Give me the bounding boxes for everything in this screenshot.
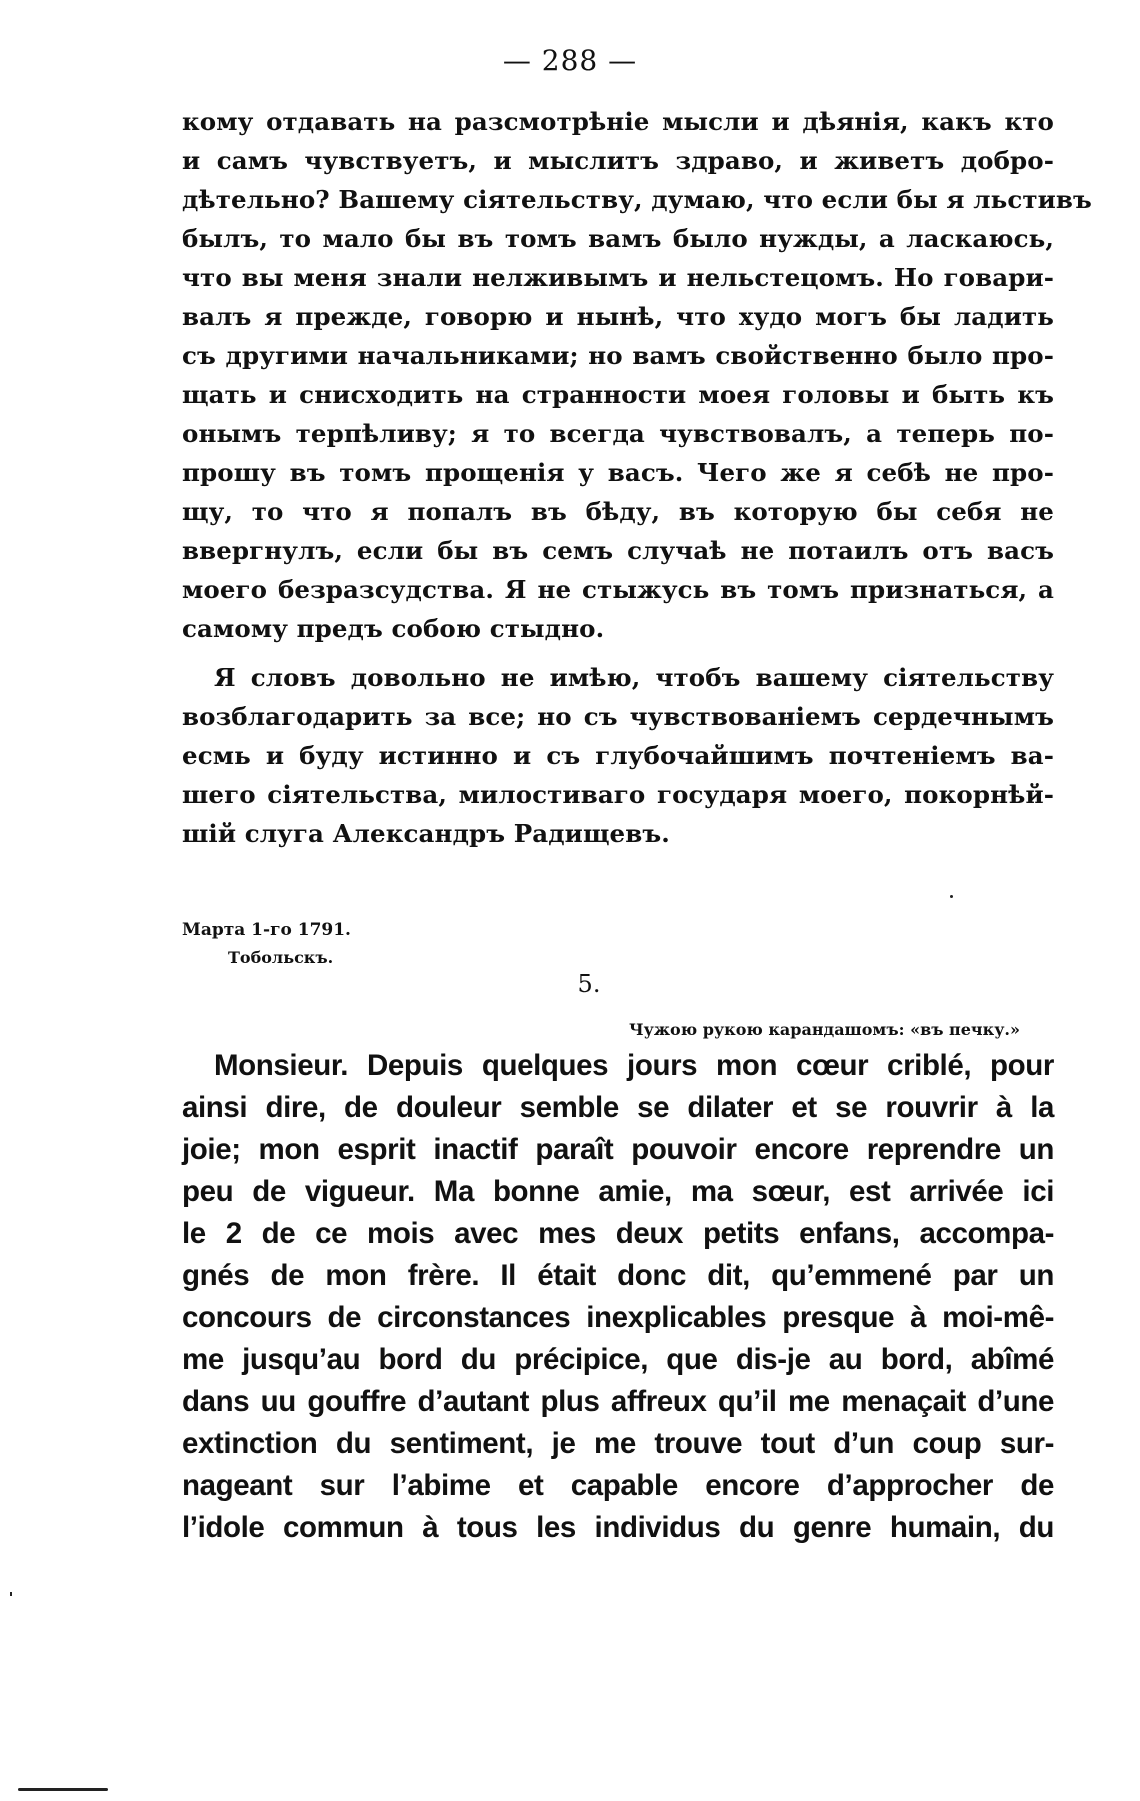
ink-speck xyxy=(10,1592,12,1596)
text-line: шій слуга Александръ Радищевъ. xyxy=(182,819,670,848)
text-line: l’idole commun à tous les individus du genre humain, du xyxy=(182,1511,1054,1544)
text-line: былъ, то мало бы въ томъ вамъ было нужды, а ласкаюсь, xyxy=(182,224,1054,253)
text-line: моего безразсудства. Я не стыжусь въ томъ признаться, а xyxy=(182,575,1054,604)
text-line: самому предъ собою стыдно. xyxy=(182,614,605,643)
text-line: gnés de mon frère. Il était donc dit, qu’emmené par un xyxy=(182,1259,1054,1292)
text-line: Monsieur. Depuis quelques jours mon cœur criblé, pour xyxy=(214,1049,1054,1082)
text-line: щать и снисходить на странности моея головы и быть къ xyxy=(182,380,1054,409)
text-line: дѣтельно? Вашему сіятельству, думаю, что если бы я льстивъ xyxy=(182,185,1092,214)
text-line: le 2 de ce mois avec mes deux petits enfans, accompa- xyxy=(182,1217,1054,1250)
text-line: joie; mon esprit inactif paraît pouvoir encore reprendre un xyxy=(182,1133,1054,1166)
margin-note: Чужою рукою карандашомъ: «въ печку.» xyxy=(629,1020,1020,1039)
letter-place: Тобольскъ. xyxy=(228,948,334,967)
text-line: кому отдавать на разсмотрѣніе мысли и дѣянія, какъ кто xyxy=(182,107,1054,136)
text-line: ввергнулъ, если бы въ семъ случаѣ не потаилъ отъ васъ xyxy=(182,536,1054,565)
text-line: extinction du sentiment, je me trouve tout d’un coup sur- xyxy=(182,1427,1054,1460)
text-line: Я словъ довольно не имѣю, чтобъ вашему сіятельству xyxy=(214,663,1054,692)
ink-speck xyxy=(950,895,953,898)
text-line: nageant sur l’abime et capable encore d’approcher de xyxy=(182,1469,1054,1502)
scan-edge-mark xyxy=(18,1788,108,1791)
text-line: онымъ терпѣливу; я то всегда чувствовалъ, а теперь по- xyxy=(182,419,1054,448)
letter-number: 5. xyxy=(577,970,601,998)
text-line: щу, то что я попалъ въ бѣду, въ которую бы себя не xyxy=(182,497,1054,526)
text-line: съ другими начальниками; но вамъ свойственно было про- xyxy=(182,341,1054,370)
text-line: есмь и буду истинно и съ глубочайшимъ почтеніемъ ва- xyxy=(182,741,1054,770)
text-line: шего сіятельства, милостиваго государя моего, покорнѣй- xyxy=(182,780,1054,809)
letter-date: Марта 1-го 1791. xyxy=(182,920,351,940)
text-line: что вы меня знали нелживымъ и нельстецомъ. Но говари- xyxy=(182,263,1054,292)
text-line: concours de circonstances inexplicables presque à moi-mê- xyxy=(182,1301,1054,1334)
text-line: ainsi dire, de douleur semble se dilater et se rouvrir à la xyxy=(182,1091,1054,1124)
text-line: возблагодарить за все; но съ чувствованіемъ сердечнымъ xyxy=(182,702,1054,731)
text-line: валъ я прежде, говорю и нынѣ, что худо могъ бы ладить xyxy=(182,302,1054,331)
text-line: dans uu gouffre d’autant plus affreux qu’il me menaçait d’une xyxy=(182,1385,1054,1418)
text-line: и самъ чувствуетъ, и мыслитъ здраво, и живетъ добро- xyxy=(182,146,1054,175)
page-number: — 288 — xyxy=(502,44,638,77)
text-line: me jusqu’au bord du précipice, que dis-je au bord, abîmé xyxy=(182,1343,1054,1376)
text-line: прошу въ томъ прощенія у васъ. Чего же я себѣ не про- xyxy=(182,458,1054,487)
text-line: peu de vigueur. Ma bonne amie, ma sœur, est arrivée ici xyxy=(182,1175,1054,1208)
